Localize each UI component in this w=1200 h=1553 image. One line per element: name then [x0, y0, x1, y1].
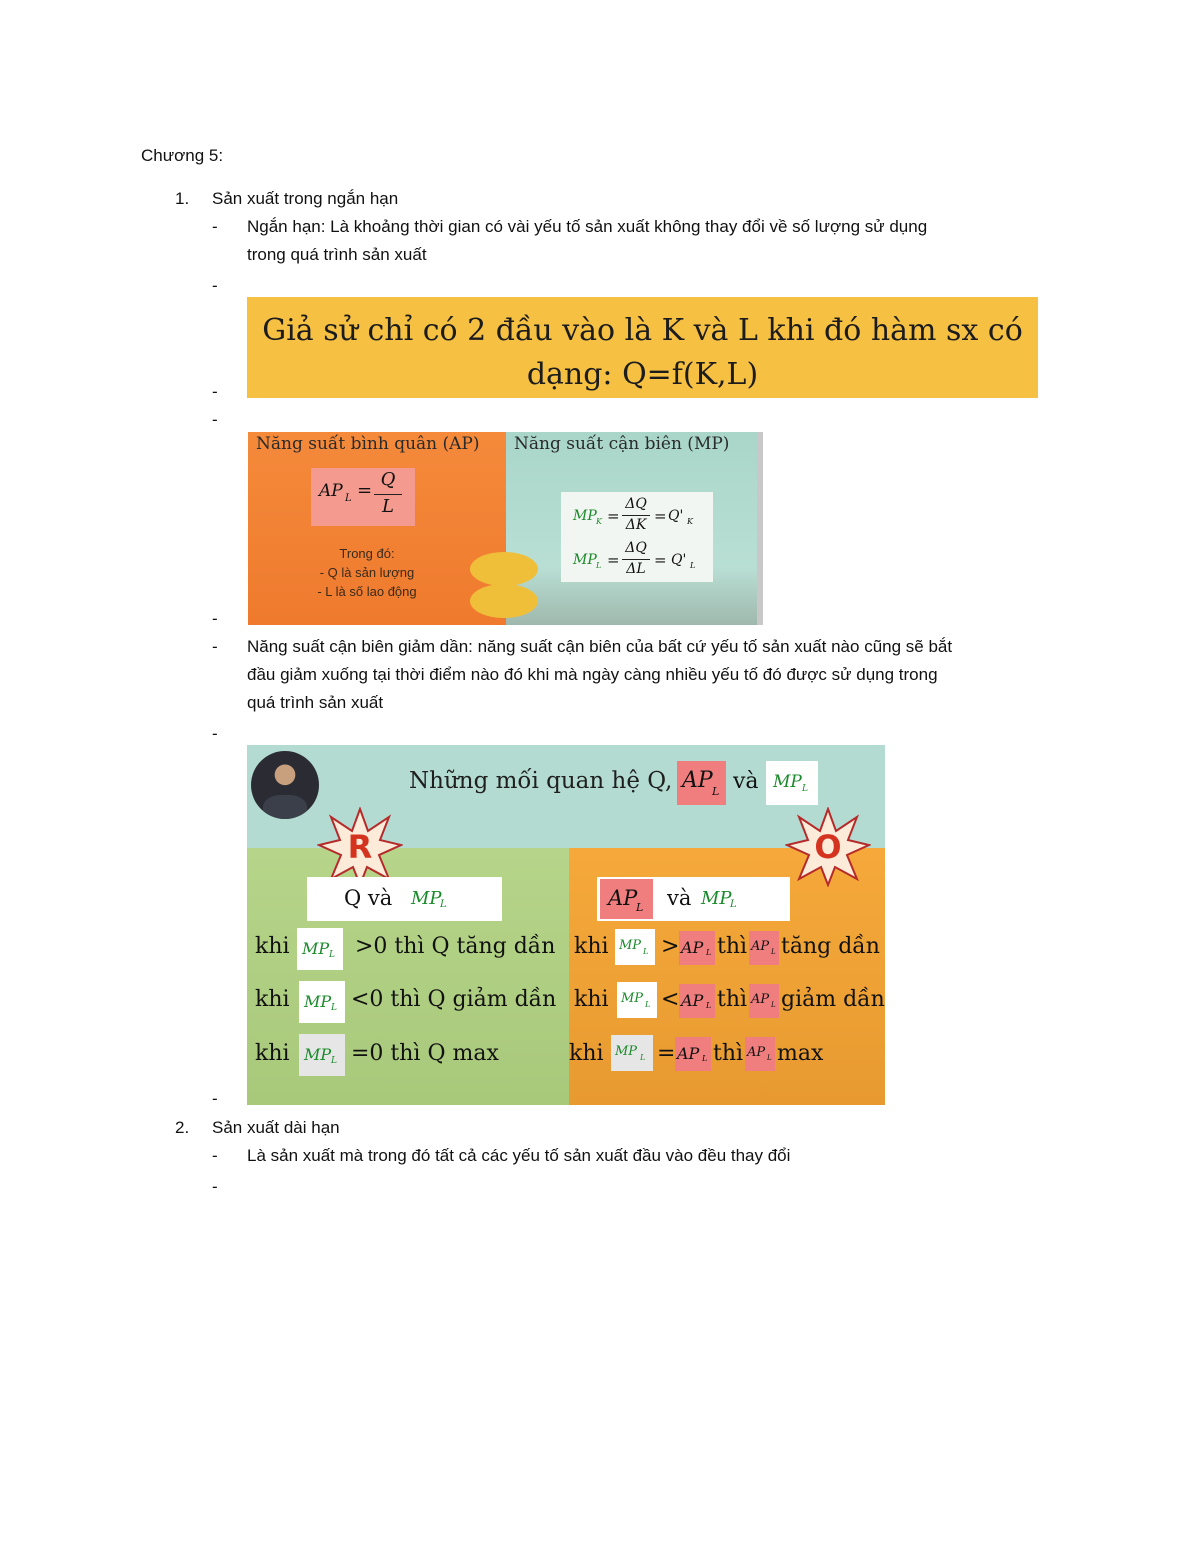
left-row-2-mp: MP	[304, 992, 332, 1011]
section-2-number: 2.	[175, 1118, 190, 1137]
mpk-symbol: MP	[573, 508, 597, 524]
mpk-denominator: ΔK	[625, 517, 647, 533]
title-mp-box	[766, 761, 818, 805]
title-ap-box	[677, 761, 726, 805]
left-row-2-mp-subscript: L	[331, 1003, 337, 1013]
short-run-definition-line-2: trong quá trình sản xuất	[247, 245, 427, 264]
mpk-derivative: Q'	[668, 508, 684, 524]
right-row-1-mp: MP	[619, 938, 642, 953]
mpl-subscript: L	[596, 561, 602, 570]
mpk-derivative-subscript: K	[687, 517, 693, 526]
equals-sign: =	[357, 480, 373, 501]
right-row-1-thi: thì	[717, 934, 748, 959]
right-row-3-thi: thì	[713, 1041, 744, 1066]
equals-sign: =	[654, 551, 667, 569]
right-row-2-ap-box	[679, 984, 715, 1018]
fraction-bar	[622, 515, 650, 516]
decorative-ellipse-bottom	[470, 584, 538, 618]
section-2-title: Sản xuất dài hạn	[212, 1118, 340, 1137]
bullet-dash: -	[212, 276, 218, 295]
bullet-dash: -	[212, 217, 218, 236]
right-heading-va: và	[667, 886, 692, 910]
mpk-subscript: K	[596, 517, 602, 526]
right-row-3-mp-box	[611, 1035, 653, 1071]
right-row-3-ap2-box	[745, 1037, 775, 1071]
right-row-2-mp: MP	[621, 991, 644, 1006]
left-row-1-mp-box	[297, 928, 343, 970]
slide-edge	[757, 432, 763, 625]
ap-title: Năng suất bình quân (AP)	[256, 434, 480, 454]
right-row-1-ap2-box	[749, 931, 779, 965]
right-heading-ap: AP	[608, 886, 638, 910]
equals-sign: =	[607, 551, 620, 569]
long-run-definition: Là sản xuất mà trong đó tất cả các yếu tố sản xuất đầu vào đều thay đổi	[247, 1146, 791, 1165]
right-row-2-ap: AP	[681, 991, 704, 1010]
banner-line-2: dạng: Q=f(K,L)	[526, 357, 759, 392]
equals-sign: =	[607, 507, 620, 525]
left-row-2-text: <0 thì Q giảm dần	[351, 987, 557, 1012]
section-1-number: 1.	[175, 189, 190, 208]
right-row-3-khi: khi	[569, 1041, 604, 1066]
bullet-dash: -	[212, 724, 218, 743]
slide-title: Những mối quan hệ Q,	[409, 768, 673, 794]
left-row-3-khi: khi	[255, 1041, 290, 1066]
right-row-1-ap-subscript: L	[706, 948, 712, 957]
equals-sign: =	[654, 507, 667, 525]
mpl-denominator: ΔL	[626, 561, 646, 577]
left-row-3-mp-box	[299, 1034, 345, 1076]
avatar-shoulders	[263, 795, 307, 819]
right-row-3-ap-box	[675, 1037, 711, 1071]
left-row-1-mp: MP	[302, 939, 330, 958]
decorative-ellipse-top	[470, 552, 538, 586]
q-ap-mp-relationship-slide	[247, 745, 885, 1105]
right-row-1-ap2: AP	[751, 939, 770, 954]
note-l: - L là số lao động	[317, 584, 417, 599]
bullet-dash: -	[212, 1146, 218, 1165]
chapter-heading: Chương 5:	[141, 146, 224, 165]
left-row-3-mp-subscript: L	[331, 1056, 337, 1066]
title-mp: MP	[773, 772, 802, 792]
right-row-3-mp: MP	[615, 1044, 638, 1059]
right-row-3-ap-subscript: L	[702, 1054, 708, 1063]
right-row-3-operator: =	[657, 1041, 676, 1066]
right-row-2-mp-box	[617, 982, 657, 1018]
ap-formula-box	[311, 468, 415, 526]
right-row-2-ap-subscript: L	[706, 1001, 712, 1010]
diminishing-returns-line-3: quá trình sản xuất	[247, 693, 384, 712]
bullet-dash: -	[212, 410, 218, 429]
bullet-dash: -	[212, 1089, 218, 1108]
left-heading-mp: MP	[411, 888, 442, 909]
right-row-2-ap2: AP	[751, 992, 770, 1007]
right-row-1-ap-box	[679, 931, 715, 965]
note-q: - Q là sản lượng	[319, 565, 415, 580]
bullet-dash: -	[212, 1177, 218, 1196]
section-1-title: Sản xuất trong ngắn hạn	[212, 189, 399, 208]
bullet-dash: -	[212, 609, 218, 628]
ap-notes	[308, 544, 426, 601]
mpl-symbol: MP	[573, 552, 597, 568]
badge-o-letter: O	[814, 828, 842, 866]
right-heading-box	[597, 877, 790, 921]
right-row-2-thi: thì	[717, 987, 748, 1012]
ap-subscript: L	[345, 493, 352, 504]
left-row-1-mp-subscript: L	[329, 950, 335, 960]
right-row-2-khi: khi	[574, 987, 609, 1012]
title-ap-subscript: L	[712, 785, 720, 798]
title-mp-subscript: L	[802, 784, 808, 794]
right-row-1-mp-subscript: L	[643, 947, 649, 956]
fraction-bar	[374, 494, 402, 495]
production-function-banner	[247, 297, 1038, 398]
left-heading-mp-subscript: L	[440, 899, 447, 910]
bullet-dash: -	[212, 382, 218, 401]
left-row-1-khi: khi	[255, 934, 290, 959]
title-va: và	[733, 769, 759, 794]
short-run-definition-line-1: Ngắn hạn: Là khoảng thời gian có vài yếu tố sản xuất không thay đổi về số lượng sử dụng	[247, 217, 928, 236]
badge-r-letter: R	[347, 828, 373, 866]
diminishing-returns-line-2: đầu giảm xuống tại thời điểm nào đó khi mà ngày càng nhiều yếu tố đó được sử dụng trong	[247, 665, 938, 684]
ap-mp-slide	[248, 432, 763, 625]
right-row-3-mp-subscript: L	[640, 1053, 646, 1062]
right-row-1-ap2-subscript: L	[771, 948, 776, 956]
right-row-1-ap: AP	[681, 938, 704, 957]
right-row-3-ap: AP	[677, 1044, 700, 1063]
ap-numerator: Q	[380, 469, 396, 490]
bullet-dash: -	[212, 637, 218, 656]
ap-denominator: L	[382, 496, 394, 517]
avatar	[251, 751, 319, 819]
right-row-1-khi: khi	[574, 934, 609, 959]
right-row-1-end: tăng dần	[781, 934, 880, 959]
right-row-3-ap2-subscript: L	[767, 1054, 772, 1062]
right-row-3-ap2: AP	[747, 1045, 766, 1060]
right-heading-mp-subscript: L	[730, 899, 737, 910]
left-row-3-mp: MP	[304, 1045, 332, 1064]
right-heading-mp: MP	[701, 888, 732, 909]
right-row-1-operator: >	[661, 934, 680, 959]
mpk-numerator: ΔQ	[625, 496, 647, 512]
right-row-2-ap2-box	[749, 984, 779, 1018]
diminishing-returns-line-1: Năng suất cận biên giảm dần: năng suất cận biên của bất cứ yếu tố sản xuất nào cũng sẽ bắt	[247, 637, 953, 656]
left-heading-text: Q và	[344, 886, 393, 910]
mp-title: Năng suất cận biên (MP)	[514, 434, 730, 454]
right-row-3-end: max	[777, 1041, 824, 1066]
right-row-2-ap2-subscript: L	[771, 1001, 776, 1009]
right-row-1-mp-box	[615, 929, 655, 965]
left-row-2-mp-box	[299, 981, 345, 1023]
fraction-bar	[622, 559, 650, 560]
left-heading-box	[307, 877, 502, 921]
left-row-2-khi: khi	[255, 987, 290, 1012]
right-row-2-operator: <	[661, 987, 680, 1012]
left-row-1-text: >0 thì Q tăng dần	[355, 934, 556, 959]
ap-symbol: AP	[319, 481, 343, 501]
right-heading-ap-subscript: L	[636, 901, 644, 914]
banner-line-1: Giả sử chỉ có 2 đầu vào là K và L khi đó hàm sx có	[262, 313, 1023, 348]
left-row-3-text: =0 thì Q max	[351, 1041, 499, 1066]
mp-formula-box	[561, 492, 713, 582]
mpl-derivative: Q'	[671, 552, 687, 568]
title-ap: AP	[682, 768, 713, 793]
mpl-derivative-subscript: L	[690, 561, 696, 570]
right-heading-ap-box	[600, 879, 653, 919]
right-row-2-mp-subscript: L	[645, 1000, 651, 1009]
mpl-numerator: ΔQ	[625, 540, 647, 556]
notes-heading: Trong đó:	[339, 546, 395, 561]
right-row-2-end: giảm dần	[781, 987, 885, 1012]
